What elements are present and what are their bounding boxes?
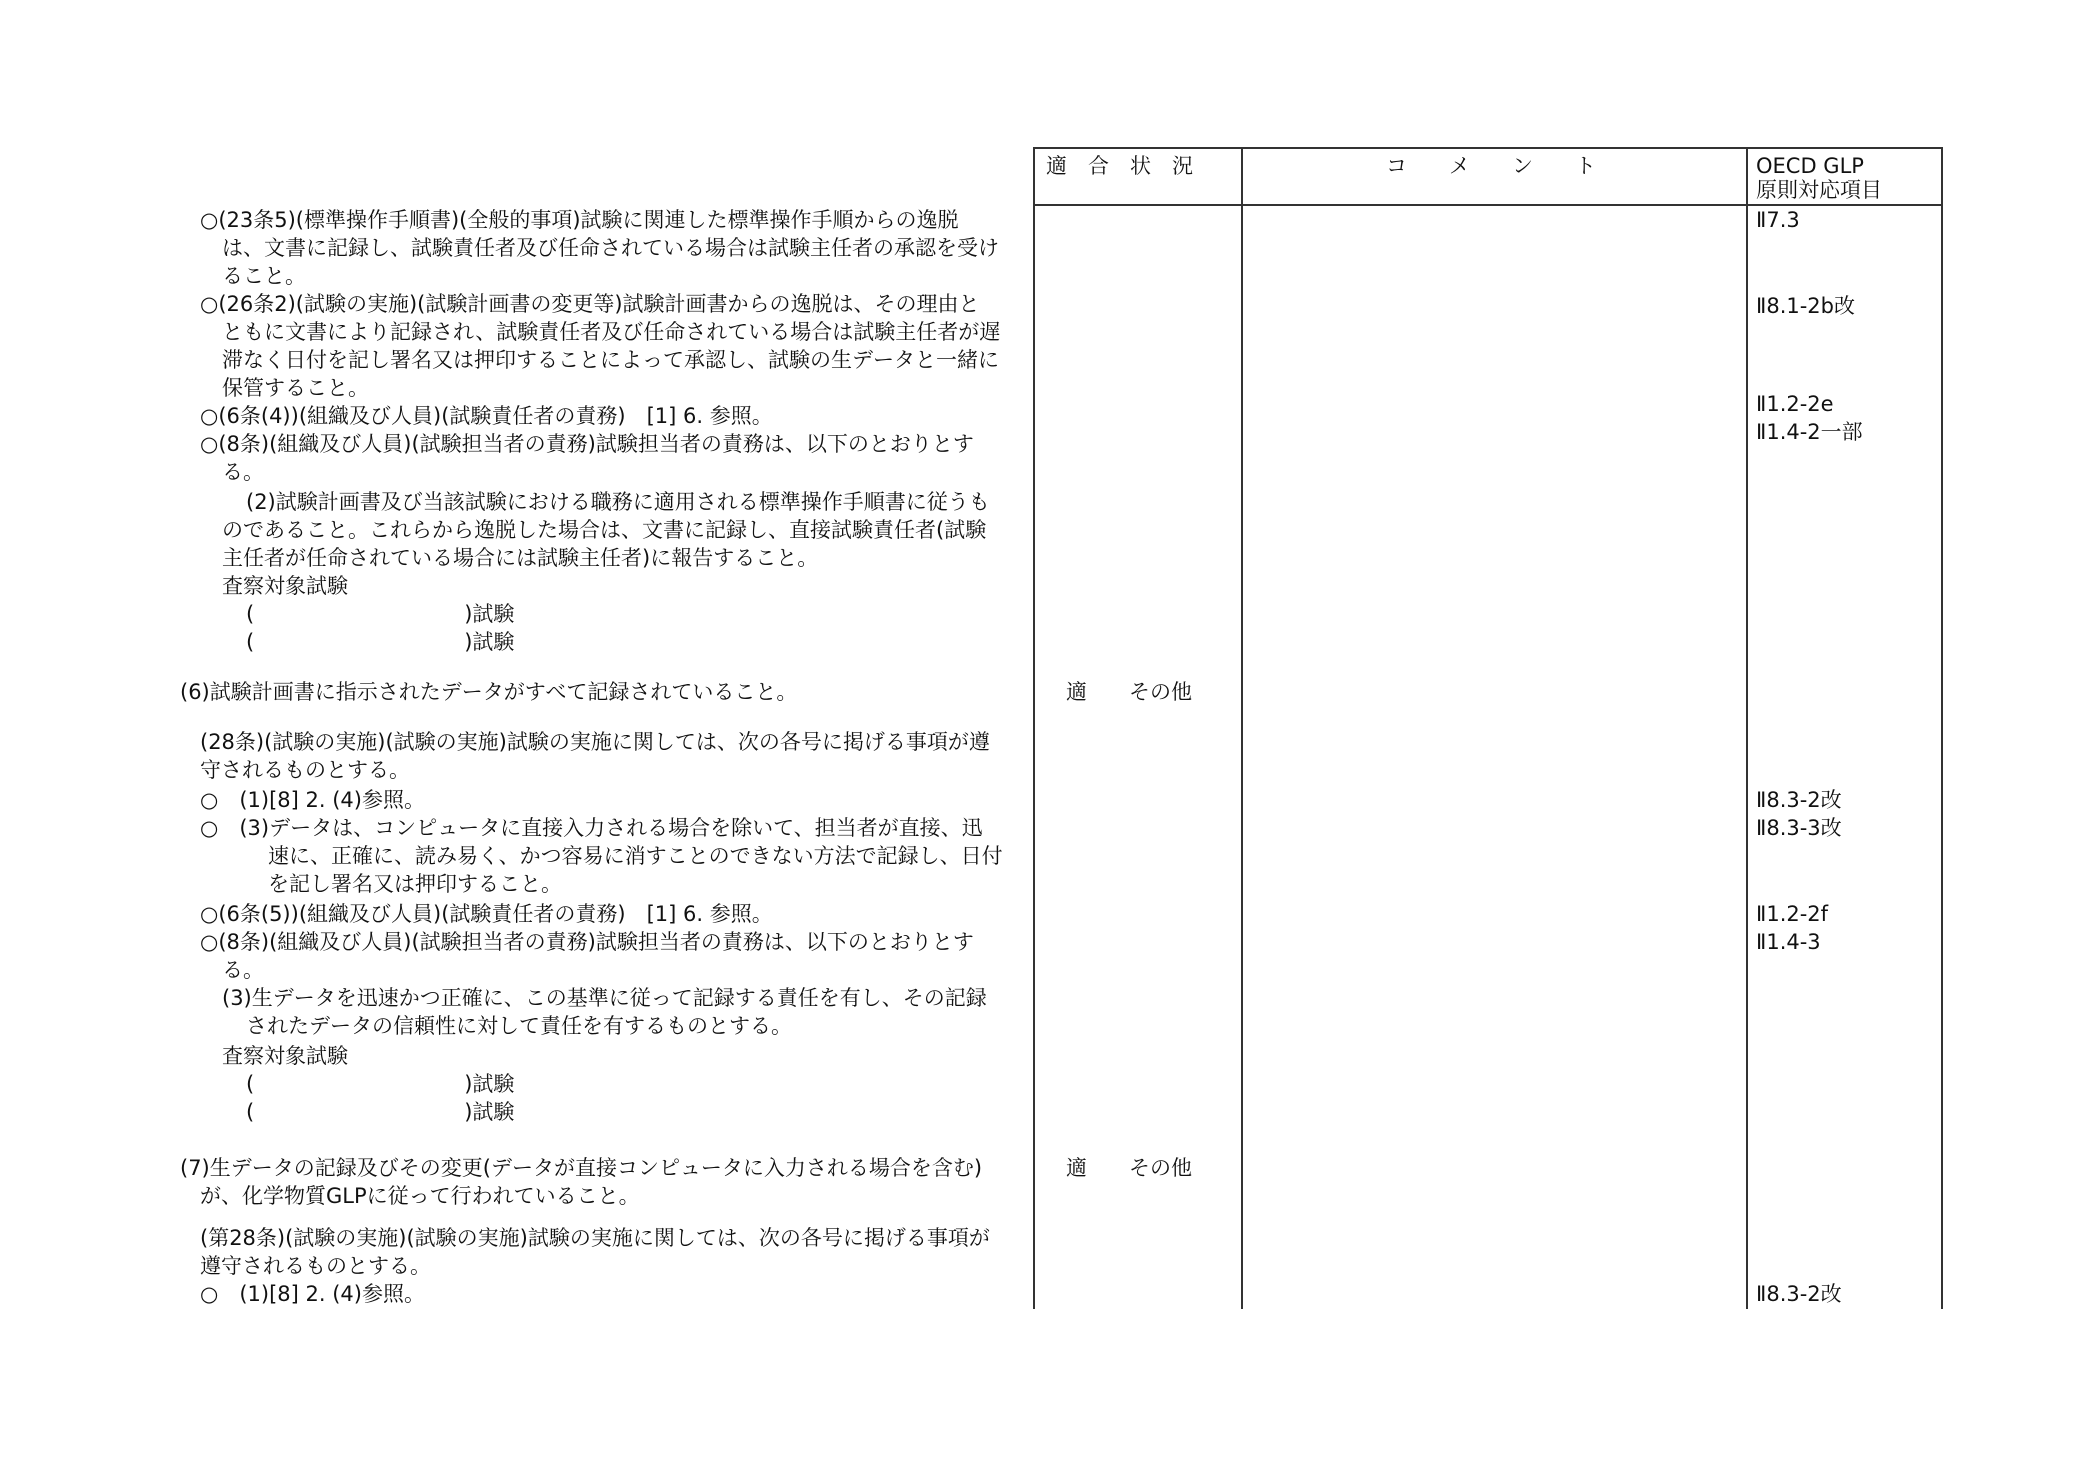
text-line: 守されるものとする。 — [200, 758, 410, 782]
text-line: 査察対象試験 — [222, 1044, 348, 1068]
oecd-reference: Ⅱ1.4-2一部 — [1756, 420, 1863, 444]
oecd-column-header-line1: OECD GLP — [1756, 154, 1864, 178]
col-divider-1 — [1033, 147, 1035, 1309]
oecd-reference: Ⅱ7.3 — [1756, 208, 1800, 232]
text-line: ( )試験 — [246, 1100, 515, 1124]
text-line: ○(6条(5))(組織及び人員)(試験責任者の責務) [1] 6. 参照。 — [200, 902, 773, 926]
text-line: (6)試験計画書に指示されたデータがすべて記録されていること。 — [180, 680, 798, 704]
text-line: ○(23条5)(標準操作手順書)(全般的事項)試験に関連した標準操作手順からの逸脱 — [200, 208, 959, 232]
text-line: ( )試験 — [246, 602, 515, 626]
oecd-reference: Ⅱ8.3-2改 — [1756, 1282, 1842, 1306]
text-line: ともに文書により記録され、試験責任者及び任命されている場合は試験主任者が遅 — [222, 320, 1001, 344]
oecd-reference: Ⅱ1.2-2e — [1756, 392, 1834, 416]
text-line: ○(26条2)(試験の実施)(試験計画書の変更等)試験計画書からの逸脱は、その理由と — [200, 292, 980, 316]
status-entry: 適 その他 — [1066, 1156, 1192, 1180]
text-line: ( )試験 — [246, 630, 515, 654]
text-line: (7)生データの記録及びその変更(データが直接コンピュータに入力される場合を含む) — [180, 1156, 983, 1180]
text-line: る。 — [222, 958, 264, 982]
oecd-reference: Ⅱ8.3-3改 — [1756, 816, 1842, 840]
oecd-column-header-line2: 原則対応項目 — [1756, 178, 1882, 202]
text-line: のであること。これらから逸脱した場合は、文書に記録し、直接試験責任者(試験 — [222, 518, 987, 542]
col-divider-3 — [1746, 147, 1748, 1309]
text-line: 主任者が任命されている場合には試験主任者)に報告すること。 — [222, 546, 819, 570]
text-line: が、化学物質GLPに従って行われていること。 — [200, 1184, 640, 1208]
text-line: 遵守されるものとする。 — [200, 1254, 431, 1278]
oecd-reference: Ⅱ1.2-2f — [1756, 902, 1829, 926]
text-line: ること。 — [222, 264, 306, 288]
comment-column-header: コ メ ン ト — [1386, 154, 1596, 178]
text-line: ( )試験 — [246, 1072, 515, 1096]
text-line: ○(6条(4))(組織及び人員)(試験責任者の責務) [1] 6. 参照。 — [200, 404, 773, 428]
text-line: 査察対象試験 — [222, 574, 348, 598]
text-line: (28条)(試験の実施)(試験の実施)試験の実施に関しては、次の各号に掲げる事項が遵 — [200, 730, 990, 754]
table-top-rule — [1033, 147, 1943, 149]
oecd-reference: Ⅱ8.1-2b改 — [1756, 294, 1856, 318]
oecd-reference: Ⅱ1.4-3 — [1756, 930, 1821, 954]
text-line: は、文書に記録し、試験責任者及び任命されている場合は試験主任者の承認を受け — [222, 236, 999, 260]
text-line: ○ (1)[8] 2. (4)参照。 — [200, 1282, 425, 1306]
text-line: (第28条)(試験の実施)(試験の実施)試験の実施に関しては、次の各号に掲げる事項が — [200, 1226, 990, 1250]
text-line: る。 — [222, 460, 264, 484]
text-line: されたデータの信頼性に対して責任を有するものとする。 — [246, 1014, 792, 1038]
status-entry: 適 その他 — [1066, 680, 1192, 704]
col-divider-4 — [1941, 147, 1943, 1309]
oecd-reference: Ⅱ8.3-2改 — [1756, 788, 1842, 812]
col-divider-2 — [1241, 147, 1243, 1309]
status-column-header: 適 合 状 況 — [1046, 154, 1193, 178]
text-line: ○ (3)データは、コンピュータに直接入力される場合を除いて、担当者が直接、迅 — [200, 816, 983, 840]
text-line: ○(8条)(組織及び人員)(試験担当者の責務)試験担当者の責務は、以下のとおりとす — [200, 432, 974, 456]
text-line: 保管すること。 — [222, 376, 369, 400]
text-line: 速に、正確に、読み易く、かつ容易に消すことのできない方法で記録し、日付 — [268, 844, 1003, 868]
text-line: を記し署名又は押印すること。 — [268, 872, 562, 896]
text-line: 滞なく日付を記し署名又は押印することによって承認し、試験の生データと一緒に — [222, 348, 999, 372]
header-bottom-rule — [1033, 204, 1943, 206]
text-line: ○(8条)(組織及び人員)(試験担当者の責務)試験担当者の責務は、以下のとおりとす — [200, 930, 974, 954]
text-line: (3)生データを迅速かつ正確に、この基準に従って記録する責任を有し、その記録 — [222, 986, 987, 1010]
text-line: ○ (1)[8] 2. (4)参照。 — [200, 788, 425, 812]
text-line: (2)試験計画書及び当該試験における職務に適用される標準操作手順書に従うも — [246, 490, 990, 514]
